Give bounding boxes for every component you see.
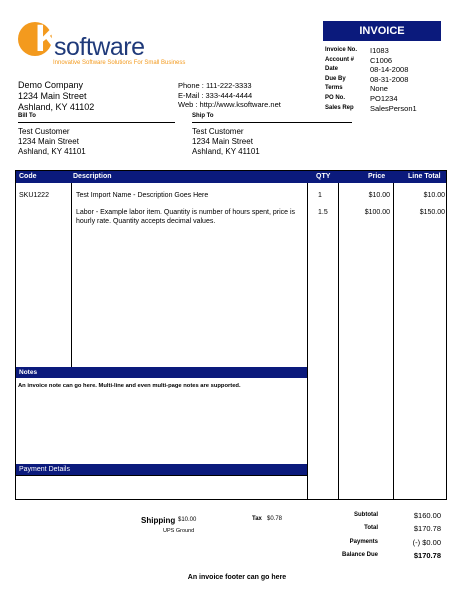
meta-label: Account #: [325, 56, 355, 63]
bill-to-city: Ashland, KY 41101: [18, 147, 86, 156]
meta-row: [325, 46, 417, 56]
shipping-label: Shipping: [141, 516, 176, 525]
bill-to-name: Test Customer: [18, 127, 70, 136]
invoice-footer: An invoice footer can go here: [187, 574, 287, 581]
meta-label: Invoice No.: [325, 47, 358, 53]
row-price: $100.00: [364, 209, 390, 216]
bill-to-street: 1234 Main Street: [18, 137, 79, 146]
meta-row: [325, 75, 417, 85]
col-divider: [393, 183, 394, 500]
logo-wordmark: software: [54, 33, 145, 61]
row-description: Test Import Name - Description Goes Here: [76, 192, 209, 199]
meta-row: [325, 84, 417, 94]
shipping-method: UPS Ground: [163, 528, 195, 534]
notes-text: An invoice note can go here. Multi-line and even multi-page notes are supported.: [18, 383, 241, 389]
row-qty: 1: [318, 192, 322, 199]
ship-to-city: Ashland, KY 41101: [192, 147, 260, 156]
col-header-line-total: Line Total: [408, 173, 441, 180]
notes-heading: Notes: [16, 367, 307, 378]
col-header-code: Code: [19, 173, 37, 180]
ship-to-address: [192, 127, 260, 157]
company-name: Demo Company: [18, 80, 84, 90]
row-code: SKU1222: [19, 192, 49, 199]
bill-to-heading: Bill To: [18, 113, 36, 119]
total-value: $170.78: [413, 524, 441, 533]
col-divider: [307, 183, 308, 500]
subtotal-label: Subtotal: [354, 512, 378, 518]
balance-due-label: Balance Due: [341, 552, 378, 558]
company-contact: [178, 81, 281, 110]
meta-label: Terms: [325, 85, 343, 92]
tax-label: Tax: [252, 516, 262, 522]
meta-value: C1006: [370, 55, 393, 65]
payments-value: (-) $0.00: [412, 538, 441, 547]
meta-label: PO No.: [325, 94, 346, 101]
contact-phone: Phone : 111-222-3333: [178, 81, 252, 90]
invoice-meta: [325, 46, 417, 113]
meta-value: None: [370, 84, 388, 94]
meta-label: Date: [325, 66, 339, 73]
ship-to-divider: [192, 122, 352, 123]
col-header-description: Description: [73, 173, 112, 180]
contact-web: Web : http://www.ksoftware.net: [178, 100, 281, 109]
row-line-total: $10.00: [423, 192, 445, 199]
payments-label: Payments: [349, 539, 378, 545]
meta-value: SalesPerson1: [370, 103, 417, 113]
row-description: Labor - Example labor item. Quantity is number of hours spent, price is hourly rate. Quantity accepts decimal values.: [76, 209, 296, 225]
bill-to-divider: [18, 122, 175, 123]
meta-value: 08-14-2008: [370, 65, 409, 75]
ship-to-name: Test Customer: [192, 127, 244, 136]
invoice-title: INVOICE: [323, 21, 441, 41]
meta-row: [325, 65, 417, 75]
total-label: Total: [364, 525, 378, 531]
logo-k-letter: K: [35, 18, 63, 60]
meta-row: [325, 56, 417, 66]
contact-email: E-Mail : 333-444-4444: [178, 90, 253, 100]
payment-details-heading: Payment Details: [16, 464, 307, 475]
col-header-qty: QTY: [316, 173, 331, 180]
logo-tagline: Innovative Software Solutions For Small Business: [53, 60, 186, 66]
row-price: $10.00: [368, 192, 390, 199]
bill-to-address: [18, 127, 86, 157]
ship-to-street: 1234 Main Street: [192, 137, 253, 146]
meta-row: [325, 104, 417, 114]
payment-details-divider: [16, 475, 307, 476]
meta-value: 08-31-2008: [370, 74, 409, 84]
tax-amount: $0.78: [267, 516, 283, 522]
col-divider: [71, 183, 72, 367]
shipping-amount: $10.00: [178, 517, 197, 523]
meta-value: I1083: [370, 46, 389, 55]
company-address: [18, 80, 94, 113]
col-header-price: Price: [368, 173, 386, 180]
company-city: Ashland, KY 41102: [18, 102, 95, 112]
meta-value: PO1234: [370, 93, 398, 103]
balance-due-value: $170.78: [413, 551, 441, 560]
meta-row: [325, 94, 417, 104]
row-line-total: $150.00: [419, 209, 445, 216]
subtotal-value: $160.00: [413, 511, 441, 520]
col-divider: [338, 183, 339, 500]
ship-to-heading: Ship To: [192, 113, 214, 119]
company-street: 1234 Main Street: [18, 91, 87, 101]
row-qty: 1.5: [318, 209, 328, 216]
meta-label: Due By: [325, 75, 346, 82]
meta-label: Sales Rep: [325, 104, 354, 111]
